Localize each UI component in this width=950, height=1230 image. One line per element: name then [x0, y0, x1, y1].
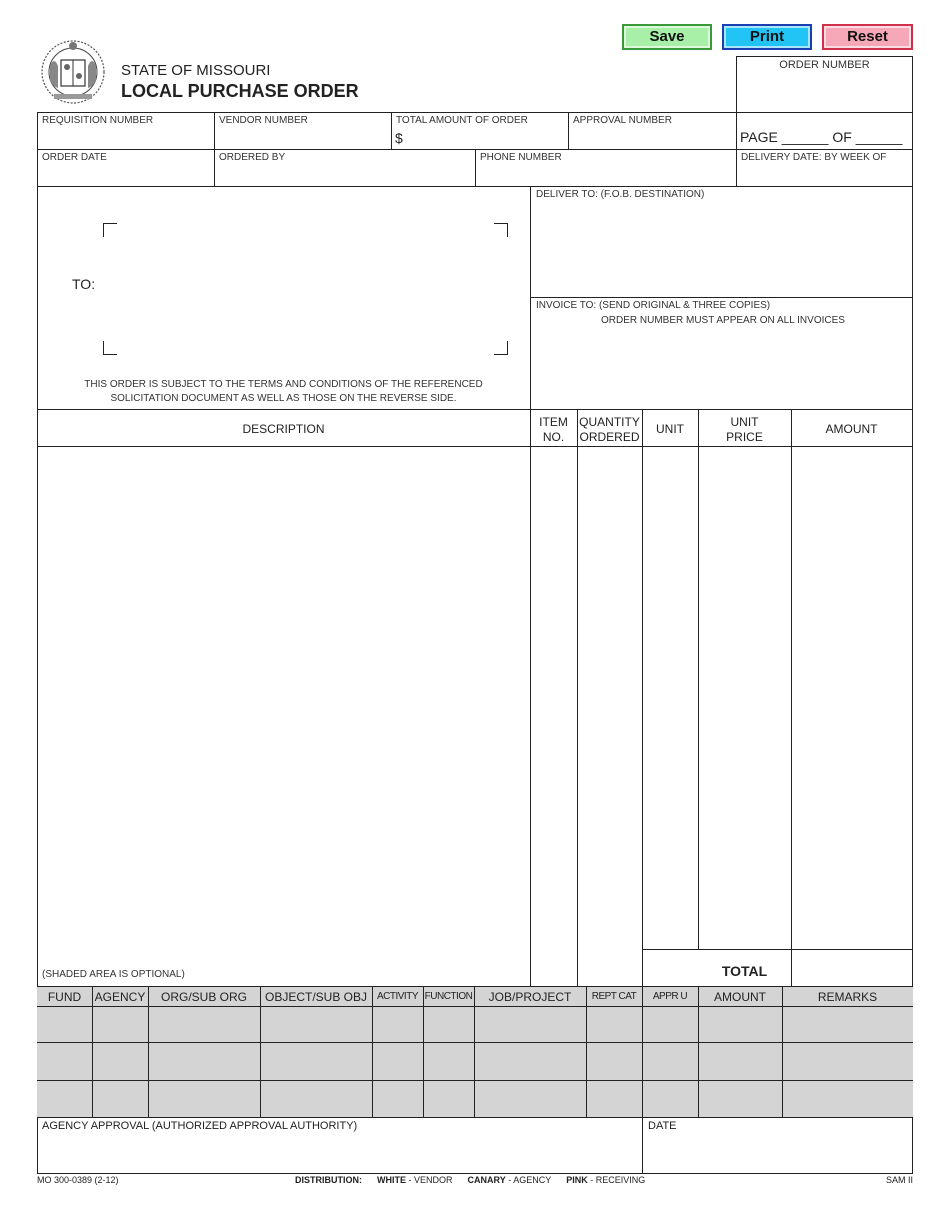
requisition-number-label: REQUISITION NUMBER	[42, 115, 154, 126]
form-number: MO 300-0389 (2-12)	[37, 1175, 119, 1185]
vendor-number-field[interactable]	[214, 112, 391, 149]
agency-approval-label: AGENCY APPROVAL (AUTHORIZED APPROVAL AUTHORITY)	[42, 1120, 358, 1132]
col-rept-cat: REPT CAT	[591, 991, 637, 1002]
amount-header: AMOUNT	[825, 422, 878, 436]
order-date-label: ORDER DATE	[42, 152, 107, 163]
vendor-address-field[interactable]	[110, 230, 490, 342]
address-corner-tr	[494, 223, 508, 237]
state-seal-image	[40, 36, 106, 108]
col-activity: ACTIVITY	[376, 991, 418, 1002]
agency-approval-field[interactable]	[38, 1134, 642, 1173]
date-field[interactable]	[643, 1134, 912, 1173]
total-amount-field[interactable]	[391, 112, 568, 149]
quantity-header: QUANTITY ORDERED	[579, 415, 640, 444]
requisition-number-field[interactable]	[37, 112, 214, 149]
date-label: DATE	[648, 1120, 677, 1132]
col-object-sub-obj: OBJECT/SUB OBJ	[264, 990, 368, 1004]
amount-field[interactable]	[792, 447, 912, 949]
col-fund: FUND	[47, 990, 82, 1004]
phone-number-label: PHONE NUMBER	[480, 152, 562, 163]
invoice-note: ORDER NUMBER MUST APPEAR ON ALL INVOICES	[601, 315, 845, 326]
form-title: LOCAL PURCHASE ORDER	[121, 81, 359, 101]
col-amount: AMOUNT	[714, 990, 766, 1004]
total-label: TOTAL	[721, 963, 768, 979]
reset-button[interactable]: Reset	[822, 24, 913, 50]
to-label: TO:	[72, 276, 96, 292]
col-appr-u: APPR U	[652, 991, 688, 1002]
save-button[interactable]: Save	[622, 24, 712, 50]
description-header: DESCRIPTION	[242, 422, 325, 436]
delivery-date-label: DELIVERY DATE: BY WEEK OF	[741, 152, 887, 163]
total-field[interactable]	[792, 950, 912, 985]
unit-price-field[interactable]	[699, 447, 791, 949]
unit-header: UNIT	[656, 422, 684, 436]
delivery-date-field[interactable]	[736, 149, 912, 186]
dollar-sign: $	[395, 130, 403, 146]
approval-number-label: APPROVAL NUMBER	[573, 115, 672, 126]
approval-number-field[interactable]	[568, 112, 736, 149]
page-of-label[interactable]: PAGE ______ OF ______	[740, 129, 903, 145]
order-date-field[interactable]	[37, 149, 214, 186]
sam-label: SAM II	[885, 1175, 913, 1185]
vendor-number-label: VENDOR NUMBER	[219, 115, 308, 126]
terms-line-1: THIS ORDER IS SUBJECT TO THE TERMS AND CONDITIONS OF THE REFERENCED	[84, 379, 483, 390]
phone-number-field[interactable]	[475, 149, 736, 186]
deliver-to-label: DELIVER TO: (F.O.B. DESTINATION)	[536, 189, 705, 200]
col-function: FUNCTION	[424, 991, 473, 1002]
print-button[interactable]: Print	[722, 24, 812, 50]
quantity-field[interactable]	[578, 447, 642, 985]
total-amount-label: TOTAL AMOUNT OF ORDER	[396, 115, 528, 126]
ordered-by-field[interactable]	[214, 149, 475, 186]
col-job-project: JOB/PROJECT	[488, 990, 572, 1004]
ordered-by-label: ORDERED BY	[219, 152, 286, 163]
unit-price-header: UNIT PRICE	[726, 415, 763, 444]
order-number-label: ORDER NUMBER	[779, 59, 870, 71]
distribution-line: DISTRIBUTION: WHITE - VENDOR CANARY - AGENCY PINK - RECEIVING	[295, 1175, 646, 1185]
deliver-to-field[interactable]	[531, 202, 912, 296]
address-corner-bl	[103, 341, 117, 355]
terms-line-2: SOLICITATION DOCUMENT AS WELL AS THOSE ON THE REVERSE SIDE.	[110, 393, 457, 404]
item-no-field[interactable]	[531, 447, 577, 985]
address-corner-br	[494, 341, 508, 355]
description-field[interactable]	[38, 447, 530, 962]
col-org-sub-org: ORG/SUB ORG	[160, 990, 247, 1004]
state-name: STATE OF MISSOURI	[121, 62, 271, 79]
invoice-to-label: INVOICE TO: (SEND ORIGINAL & THREE COPIES)	[536, 300, 771, 311]
col-remarks: REMARKS	[817, 990, 878, 1004]
unit-field[interactable]	[643, 447, 698, 949]
col-agency: AGENCY	[94, 990, 146, 1004]
shaded-note: (SHADED AREA IS OPTIONAL)	[42, 969, 185, 980]
item-no-header: ITEM NO.	[539, 415, 568, 444]
